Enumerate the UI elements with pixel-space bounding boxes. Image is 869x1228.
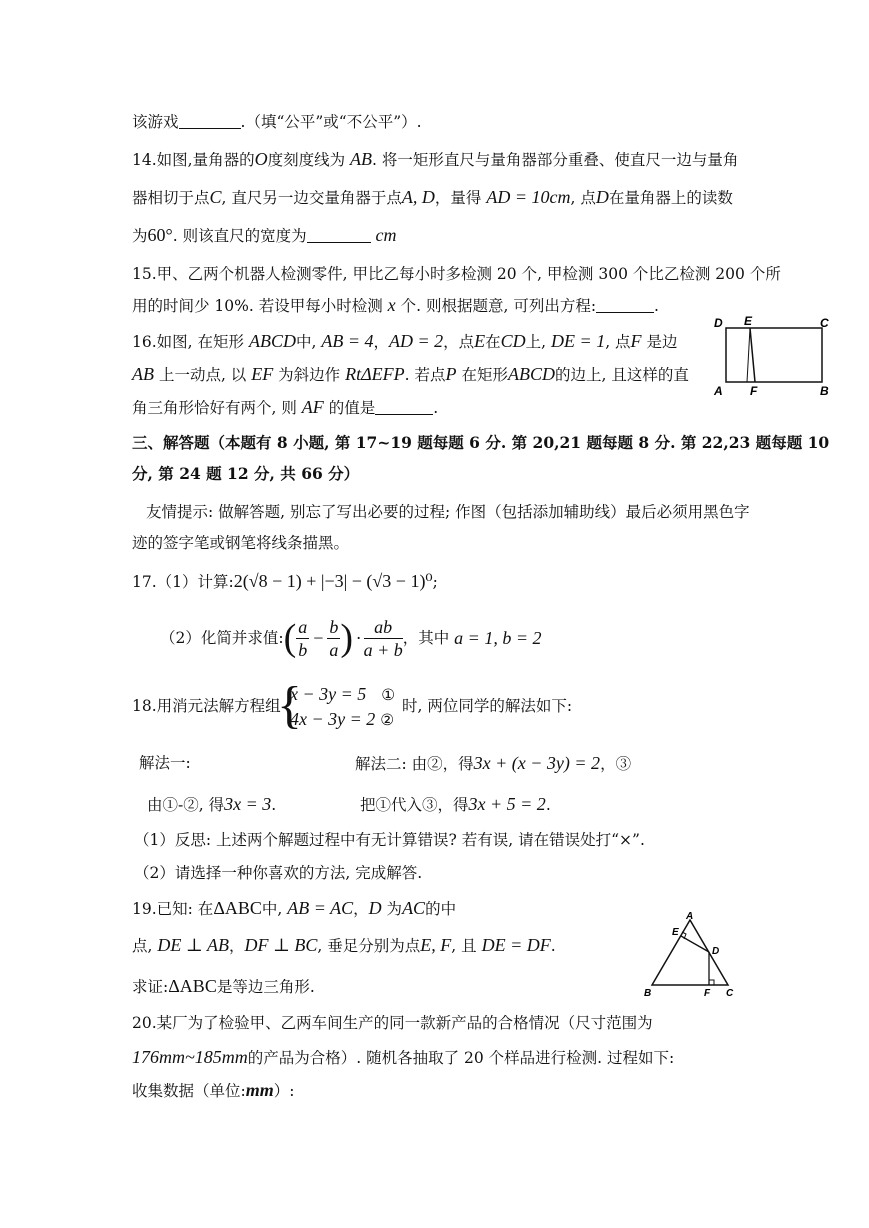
fraction xyxy=(364,616,403,661)
text: 为 xyxy=(386,900,403,918)
num: a xyxy=(298,616,308,637)
fraction xyxy=(327,616,340,661)
tip-line-1 xyxy=(146,501,750,523)
label-c: C xyxy=(726,988,734,999)
text: 个. 则根据题意, 可列出方程: xyxy=(400,297,597,315)
text: , 点 xyxy=(605,333,631,351)
math: O xyxy=(254,149,268,169)
answer-blank xyxy=(375,398,433,415)
math: D xyxy=(595,187,609,207)
text: ，点 xyxy=(443,333,475,351)
math: x xyxy=(387,295,396,315)
label-a: A xyxy=(714,384,723,398)
math: C xyxy=(209,187,222,207)
text: 16.如图, 在矩形 xyxy=(132,333,245,351)
q17-line-2 xyxy=(160,615,541,661)
text: 迹的签字笔或钢笔将线条描黑。 xyxy=(132,534,350,552)
triangle-figure xyxy=(640,910,740,1002)
text: 用的时间少 10%. 若设甲每小时检测 xyxy=(132,297,383,315)
text: , 点 xyxy=(570,189,596,207)
text: 在 xyxy=(485,333,501,351)
label-e: E xyxy=(744,315,753,328)
math: DF ⊥ BC xyxy=(244,935,318,955)
text: 点, xyxy=(132,937,153,955)
text: ; xyxy=(432,573,438,591)
text: ，量得 xyxy=(434,189,482,207)
text: 分, 第 24 题 12 分, 共 66 分） xyxy=(132,464,360,483)
q15-line-1 xyxy=(132,263,781,285)
text: 解法二: 由②，得 xyxy=(355,755,474,773)
q15-line-2 xyxy=(132,294,659,317)
math: F xyxy=(630,331,642,351)
solution-2-step xyxy=(360,793,551,816)
math: DE ⊥ AB xyxy=(157,935,229,955)
text: 时, 两位同学的解法如下: xyxy=(402,697,573,715)
text: 上, xyxy=(525,333,547,351)
text: 在矩形 xyxy=(461,366,508,384)
text: . xyxy=(654,297,659,315)
text: 解法一: xyxy=(139,754,191,772)
q20-line-1 xyxy=(132,1012,653,1034)
math: AB = 4 xyxy=(321,331,374,351)
math: ABCD xyxy=(507,364,555,384)
math: AD = 2 xyxy=(388,331,444,351)
math: AB xyxy=(132,364,154,384)
text: . xyxy=(545,796,551,814)
q19-line-3 xyxy=(132,975,315,998)
q18-reflect xyxy=(134,829,645,851)
text: 器相切于点 xyxy=(132,189,210,207)
answer-blank xyxy=(179,112,241,129)
math: AB = AC xyxy=(287,898,354,918)
q18-equation-2 xyxy=(290,708,394,731)
q16-line-2 xyxy=(132,363,689,386)
math: 3x = 3 xyxy=(224,794,272,814)
segment-ea xyxy=(747,328,750,382)
text: 18.用消元法解方程组 xyxy=(132,697,281,715)
text: 上一动点, 以 xyxy=(158,366,247,384)
text: 由①-②, 得 xyxy=(147,796,225,814)
math: 2(√8 − 1) + |−3| − (√3 − 1)⁰ xyxy=(233,571,433,591)
q14-line-3 xyxy=(132,224,397,247)
den: a xyxy=(329,639,339,660)
q14-line-2 xyxy=(132,186,733,209)
brace: { xyxy=(277,677,302,734)
text: .（填“公平”或“不公平”）. xyxy=(240,113,422,131)
text: . xyxy=(433,399,439,417)
num: ab xyxy=(364,616,403,639)
math: 3x + 5 = 2 xyxy=(468,794,546,814)
q18-equation-1 xyxy=(290,683,395,706)
solution-2-line-1 xyxy=(355,752,631,775)
tip-line-2 xyxy=(132,532,349,554)
text: 在量角器上的读数 xyxy=(608,189,733,207)
num: b xyxy=(329,616,339,637)
text: 把①代入③，得 xyxy=(360,796,469,814)
math: − xyxy=(313,628,324,648)
label-b: B xyxy=(820,384,829,398)
math: DE = 1 xyxy=(551,331,606,351)
q14-line-1 xyxy=(132,148,738,171)
q18-line-1a xyxy=(132,695,281,717)
math: CD xyxy=(500,331,526,351)
text: 该游戏 xyxy=(132,113,179,131)
text: 14.如图,量角器的 xyxy=(132,151,255,169)
text: , 垂足分别为点 xyxy=(317,937,421,955)
math: AC xyxy=(402,898,426,918)
math: D xyxy=(368,898,382,918)
paren: ) xyxy=(340,617,354,659)
text: 三、解答题（本题有 8 小题, 第 17~19 题每题 6 分. 第 20,21 题每题 8 分. 第 22,23 题每题 10 xyxy=(132,433,830,452)
q16-line-3 xyxy=(132,396,438,419)
text: 度刻度线为 xyxy=(267,151,346,169)
math: RtΔEFP xyxy=(345,364,405,384)
math: 176mm~185mm xyxy=(132,1047,248,1067)
text: ，其中 xyxy=(402,629,450,647)
text: ① xyxy=(381,686,396,704)
math: · xyxy=(356,628,361,648)
answer-blank xyxy=(307,226,371,243)
label-a: A xyxy=(686,911,694,922)
text: 为 xyxy=(132,227,148,245)
text: 友情提示: 做解答题, 别忘了写出必要的过程; 作图（包括添加辅助线）最后必须用黑色字 xyxy=(146,503,750,521)
text: 的中 xyxy=(425,900,457,918)
label-d: D xyxy=(714,316,723,330)
section-3-heading-2 xyxy=(132,463,359,485)
text: （1）反思: 上述两个解题过程中有无计算错误? 若有误, 请在错误处打“×”. xyxy=(134,831,645,849)
text: . 将一矩形直尺与量角器部分重叠、使直尺一边与量角 xyxy=(372,151,739,169)
q13-end-line xyxy=(132,111,422,133)
text: 求证: xyxy=(132,978,169,996)
paren: ( xyxy=(283,617,297,659)
math: mm xyxy=(245,1080,274,1100)
text: ， xyxy=(228,937,245,955)
math: a = 1, b = 2 xyxy=(454,628,542,648)
math: A, D xyxy=(401,187,435,207)
q19-line-1 xyxy=(132,897,456,920)
text: . xyxy=(271,796,277,814)
fraction xyxy=(296,616,309,661)
text: 角三角形恰好有两个, 则 xyxy=(132,399,297,417)
q17-line-1 xyxy=(132,570,438,593)
segment-ef xyxy=(750,328,755,382)
label-f: F xyxy=(704,988,711,999)
text: （2）请选择一种你喜欢的方法, 完成解答. xyxy=(134,864,423,882)
rect-abcd xyxy=(726,328,822,382)
q19-line-2 xyxy=(132,934,556,957)
math: E, F xyxy=(420,935,452,955)
text: 19.已知: 在 xyxy=(132,900,214,918)
text: ）: xyxy=(273,1082,295,1100)
text: ， xyxy=(373,333,389,351)
q20-line-3 xyxy=(132,1079,294,1102)
section-3-heading-1 xyxy=(132,432,829,454)
q18-choose xyxy=(134,862,422,884)
solution-1-step xyxy=(147,793,276,816)
text: 中, xyxy=(261,900,283,918)
text: ， xyxy=(353,900,369,918)
text: ② xyxy=(380,711,395,729)
text: 15.甲、乙两个机器人检测零件, 甲比乙每小时多检测 20 个, 甲检测 300 个比乙检测 200 个所 xyxy=(132,265,781,283)
math: AD = 10cm xyxy=(486,187,571,207)
math: E xyxy=(474,331,486,351)
math: EF xyxy=(251,364,274,384)
math: ABCD xyxy=(248,331,296,351)
math: P xyxy=(445,364,457,384)
q18-line-1b xyxy=(402,695,572,717)
text: 20.某厂为了检验甲、乙两车间生产的同一款新产品的合格情况（尺寸范围为 xyxy=(132,1014,653,1032)
label-b: B xyxy=(644,988,652,999)
text: 为斜边作 xyxy=(278,366,341,384)
text: . xyxy=(550,937,556,955)
text: . 若点 xyxy=(404,366,446,384)
math: 60° xyxy=(147,225,173,245)
text: （2）化简并求值: xyxy=(160,629,284,647)
text: 中, xyxy=(295,333,317,351)
den: a + b xyxy=(363,639,403,660)
math: DE = DF xyxy=(481,935,551,955)
text: 17.（1）计算: xyxy=(132,573,234,591)
math: cm xyxy=(375,225,397,245)
label-d: D xyxy=(712,946,720,957)
math: AB xyxy=(350,149,373,169)
math: ΔABC xyxy=(168,976,217,996)
text: 的产品为合格）. 随机各抽取了 20 个样品进行检测. 过程如下: xyxy=(247,1049,675,1067)
text: . 则该直尺的宽度为 xyxy=(172,227,307,245)
label-c: C xyxy=(820,316,829,330)
den: b xyxy=(298,639,308,660)
q16-line-1 xyxy=(132,330,678,353)
math: ΔABC xyxy=(213,898,262,918)
label-f: F xyxy=(750,384,758,398)
math: AF xyxy=(301,397,324,417)
label-e: E xyxy=(672,927,679,938)
math: x − 3y = 5 xyxy=(290,684,367,704)
text: 是边 xyxy=(646,333,678,351)
solution-1-title xyxy=(139,752,191,774)
answer-blank xyxy=(596,296,654,313)
text: 收集数据（单位: xyxy=(132,1082,246,1100)
text: , 且 xyxy=(451,937,477,955)
text: , 直尺另一边交量角器于点 xyxy=(221,189,402,207)
math: 3x + (x − 3y) = 2 xyxy=(473,753,601,773)
text: ，③ xyxy=(600,755,632,773)
q20-line-2 xyxy=(132,1046,674,1069)
text: 的值是 xyxy=(328,399,376,417)
text: 的边上, 且这样的直 xyxy=(554,366,689,384)
rectangle-figure xyxy=(712,315,837,399)
math: 4x − 3y = 2 xyxy=(290,709,376,729)
text: 是等边三角形. xyxy=(216,978,315,996)
